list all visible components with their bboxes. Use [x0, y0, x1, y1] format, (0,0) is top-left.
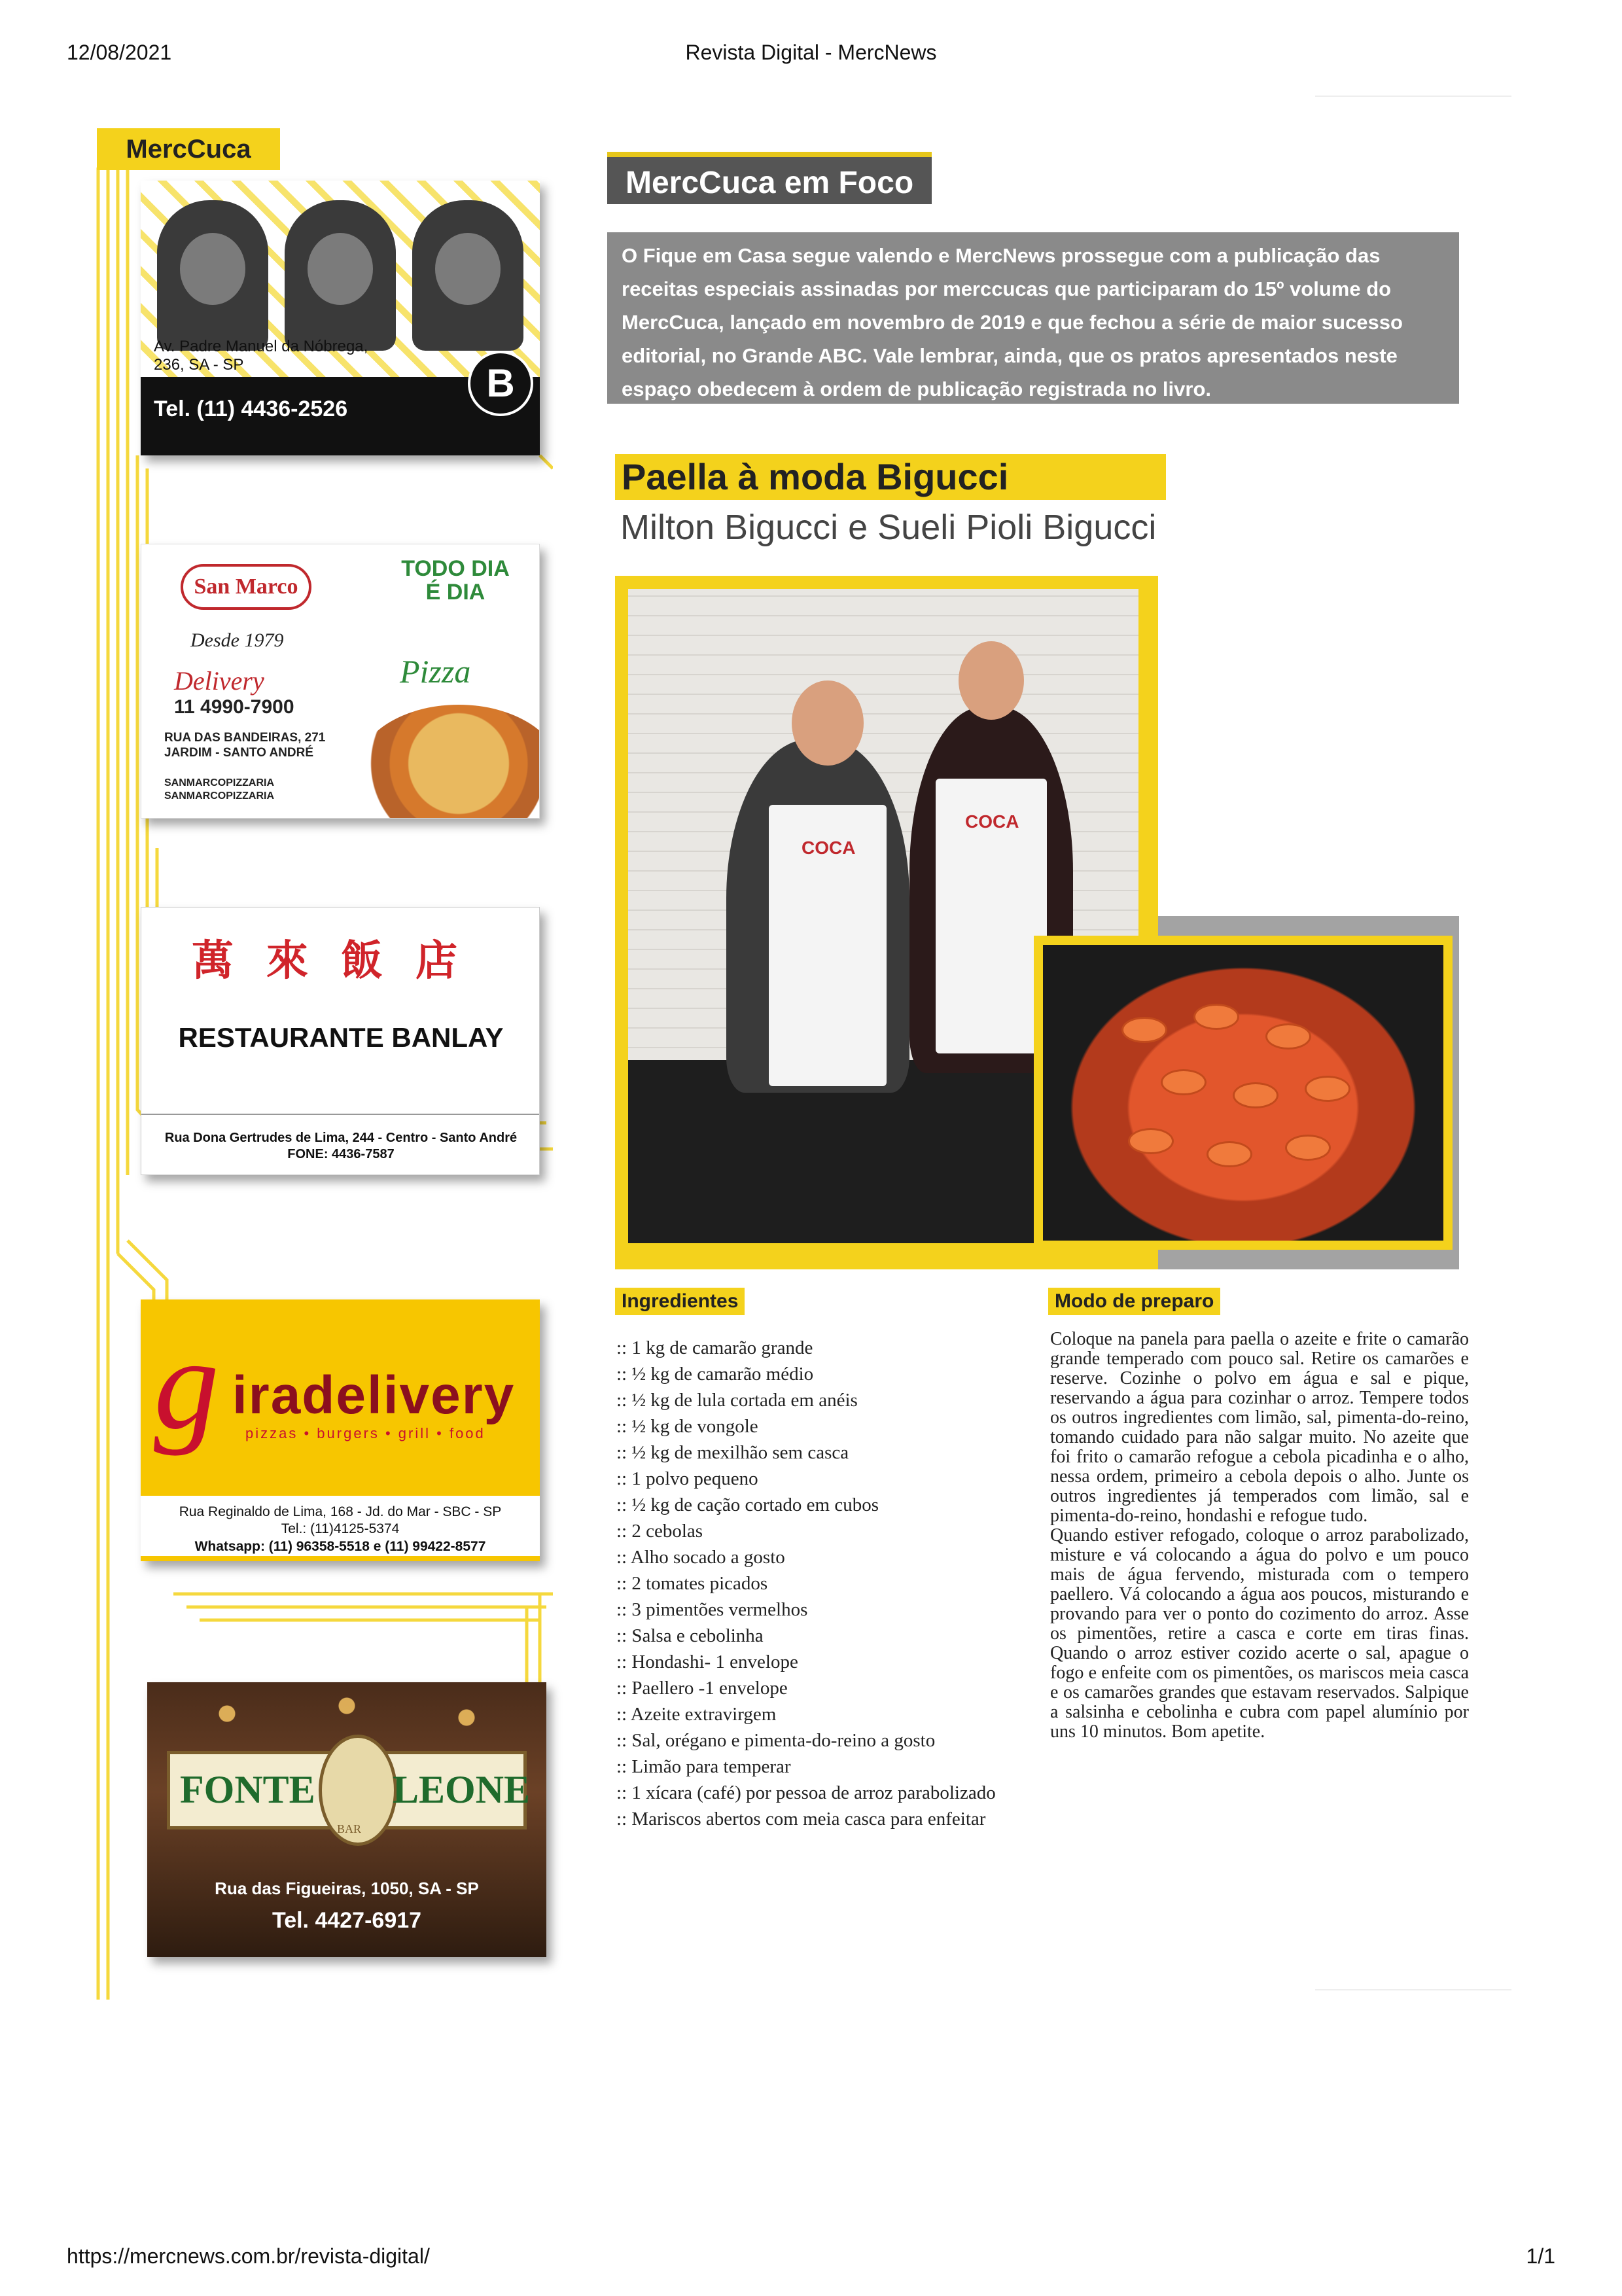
bottom-divider: [1315, 1989, 1511, 1990]
ad-bar-label: BAR: [337, 1822, 362, 1835]
recipe-photos: [615, 576, 1459, 1269]
ad-slogan-word: Pizza: [400, 653, 471, 690]
list-item: :: Azeite extravirgem: [616, 1704, 777, 1725]
print-page-number: 1/1: [1526, 2244, 1555, 2268]
ad-phone: Tel. 4427-6917: [272, 1908, 422, 1933]
ad-social: [164, 777, 274, 803]
ingredients-list: [616, 1335, 1002, 1832]
top-divider: [1315, 96, 1511, 97]
print-date: 12/08/2021: [67, 41, 172, 64]
paella-photo: [1034, 936, 1453, 1250]
list-item: :: 1 kg de camarão grande: [616, 1337, 813, 1358]
preparation-paragraph: Coloque na panela para paella o azeite e frite o camarão grande temperado com pouco sal. Retire os camarões e reserve. Cozinhe o polvo em água e sal e pique, reservando a água para cozinhar o arroz. Tempere todos os outros ingredientes com limão, sal, pimenta-do-reino, tomando cuidado para não salgar muito. No azeite que foi frito o camarão refogue a cebola picadinha e o alho, nessa ordem, primeiro a cebola depois o alho. Junte os outros ingredientes já temperados com limão, sal e pimenta-do-reino, hondashi e refogue tudo.: [1050, 1329, 1469, 1526]
ad-phone: Tel. (11) 4436-2526: [154, 397, 348, 421]
shrimp-shape: [1161, 1069, 1207, 1095]
man-head: [792, 680, 864, 766]
ad-address: RUA DAS BANDEIRAS, 271 JARDIM - SANTO ANDRÉ: [164, 731, 326, 760]
ad-footer: [141, 361, 540, 455]
instagram-handle: SANMARCOPIZZARIA: [164, 790, 274, 802]
shrimp-shape: [1207, 1141, 1252, 1167]
ad-address: Av. Padre Manuel da Nóbrega, 236, SA - SP: [154, 338, 368, 374]
ad-tagline: pizzas • burgers • grill • food: [245, 1425, 485, 1441]
shrimp-shape: [1128, 1128, 1174, 1154]
ad-slogan: TODO DIA É DIA: [401, 556, 510, 605]
list-item: :: 1 xícara (café) por pessoa de arroz parabolizado: [616, 1782, 996, 1803]
ad-banlay[interactable]: [141, 907, 540, 1175]
ad-bottom-bar: [141, 1556, 540, 1561]
list-item: :: Hondashi- 1 envelope: [616, 1651, 798, 1672]
san-marco-logo: San Marco: [181, 564, 311, 610]
apron-logo: COCA: [965, 811, 1019, 832]
ad-phone: Tel.: (11)4125-5374: [281, 1521, 400, 1537]
recipe-authors: Milton Bigucci e Sueli Pioli Bigucci: [620, 508, 1157, 547]
apron-logo: COCA: [802, 838, 856, 858]
recipe-title: Paella à moda Bigucci: [615, 454, 1166, 500]
intro-text: O Fique em Casa segue valendo e MercNews prossegue com a publicação das receitas especiais assinadas por merccucas que participaram do 15º volume do MercCuca, lançado em novembro de 2019 e que fechou a série de maior sucesso editorial, no Grande ABC. Vale lembrar, ainda, que os pratos apresentados neste espaço obedecem à ordem de publicação registrada no livro.: [607, 232, 1459, 404]
sidebar-ads: [95, 128, 553, 2000]
list-item: :: ½ kg de lula cortada em anéis: [616, 1390, 858, 1411]
preparation-title: Modo de preparo: [1048, 1288, 1220, 1315]
shrimp-shape: [1121, 1017, 1167, 1043]
ad-address: Rua Reginaldo de Lima, 168 - Jd. do Mar - SBC - SP: [179, 1504, 502, 1519]
ad-delivery-label: Delivery: [174, 666, 264, 696]
section-title: MercCuca em Foco: [607, 152, 932, 204]
monkey-illustration: [412, 200, 523, 351]
ad-brand: iradelivery: [232, 1366, 516, 1425]
ingredients-title: Ingredientes: [615, 1288, 745, 1315]
list-item: :: 1 polvo pequeno: [616, 1468, 758, 1489]
chili-g-logo: g: [154, 1312, 219, 1457]
ad-san-marco[interactable]: [141, 544, 540, 819]
list-item: :: ½ kg de vongole: [616, 1416, 758, 1437]
print-title: Revista Digital - MercNews: [685, 41, 937, 64]
ad-brand-leone: LEONE: [393, 1768, 531, 1811]
preparation-text: [1050, 1330, 1469, 1742]
list-item: :: ½ kg de camarão médio: [616, 1364, 814, 1385]
list-item: :: 3 pimentões vermelhos: [616, 1599, 808, 1620]
ad-address: Rua Dona Gertrudes de Lima, 244 - Centro - Santo André: [164, 1131, 518, 1145]
list-item: :: Alho socado a gosto: [616, 1547, 785, 1568]
ad-giradelivery[interactable]: [141, 1299, 540, 1561]
ad-brand-fonte: FONTE: [180, 1768, 315, 1811]
monkey-illustration: [285, 200, 396, 351]
ad-phone: FONE: 4436-7587: [287, 1147, 395, 1161]
list-item: :: Mariscos abertos com meia casca para enfeitar: [616, 1809, 986, 1829]
list-item: :: ½ kg de mexilhão sem casca: [616, 1442, 849, 1463]
ad-since: Desde 1979: [190, 629, 284, 651]
list-item: :: 2 cebolas: [616, 1521, 703, 1542]
pizza-image: [357, 705, 540, 819]
shrimp-shape: [1265, 1023, 1311, 1050]
ad-b-factory[interactable]: [141, 181, 540, 455]
ad-restaurant-name: RESTAURANTE BANLAY: [178, 1022, 504, 1053]
preparation-paragraph: Quando estiver refogado, coloque o arroz parabolizado, misture e vá colocando a água do polvo e um pouco mais de água fervendo, misturada com o tempero paellero. Vá colocando a água aos poucos, misturando e provando para ver o ponto do cozimento do arroz. Asse os pimentões, retire a casca e corte em tiras finas. Quando o arroz estiver cozido acerte o sal, apague o fogo e enfeite com os pimentões, os mariscos meia casca e os camarões grandes que estavam reservados. Salpique a salsinha e cebolinha e cubra com papel alumínio por uns 10 minutos. Bom apetite.: [1050, 1525, 1469, 1742]
ad-chinese-name: 萬來飯店: [192, 937, 490, 985]
ad-divider: [141, 1114, 540, 1115]
print-url[interactable]: https://mercnews.com.br/revista-digital/: [67, 2244, 430, 2268]
section-tag-merccuca: MercCuca: [97, 128, 280, 170]
b-factory-logo-icon: B: [468, 351, 533, 416]
shrimp-shape: [1285, 1135, 1331, 1161]
shrimp-shape: [1233, 1082, 1278, 1108]
shrimp-shape: [1193, 1004, 1239, 1030]
list-item: :: 2 tomates picados: [616, 1573, 768, 1594]
woman-head: [959, 641, 1024, 720]
list-item: :: ½ kg de cação cortado em cubos: [616, 1494, 879, 1515]
ad-contact: [141, 1504, 540, 1555]
list-item: :: Sal, orégano e pimenta-do-reino a gosto: [616, 1730, 936, 1751]
ad-fonte-leone[interactable]: [147, 1682, 546, 1957]
ad-address-block: [141, 1130, 540, 1163]
list-item: :: Salsa e cebolinha: [616, 1625, 764, 1646]
ad-phone: 11 4990-7900: [174, 696, 294, 718]
facebook-handle: SANMARCOPIZZARIA: [164, 777, 274, 788]
shrimp-shape: [1305, 1076, 1350, 1102]
list-item: :: Paellero -1 envelope: [616, 1678, 788, 1699]
monkey-illustration: [157, 200, 268, 351]
ad-whatsapp: Whatsapp: (11) 96358-5518 e (11) 99422-8577: [194, 1538, 486, 1554]
ad-address: Rua das Figueiras, 1050, SA - SP: [215, 1879, 479, 1898]
list-item: :: Limão para temperar: [616, 1756, 791, 1777]
